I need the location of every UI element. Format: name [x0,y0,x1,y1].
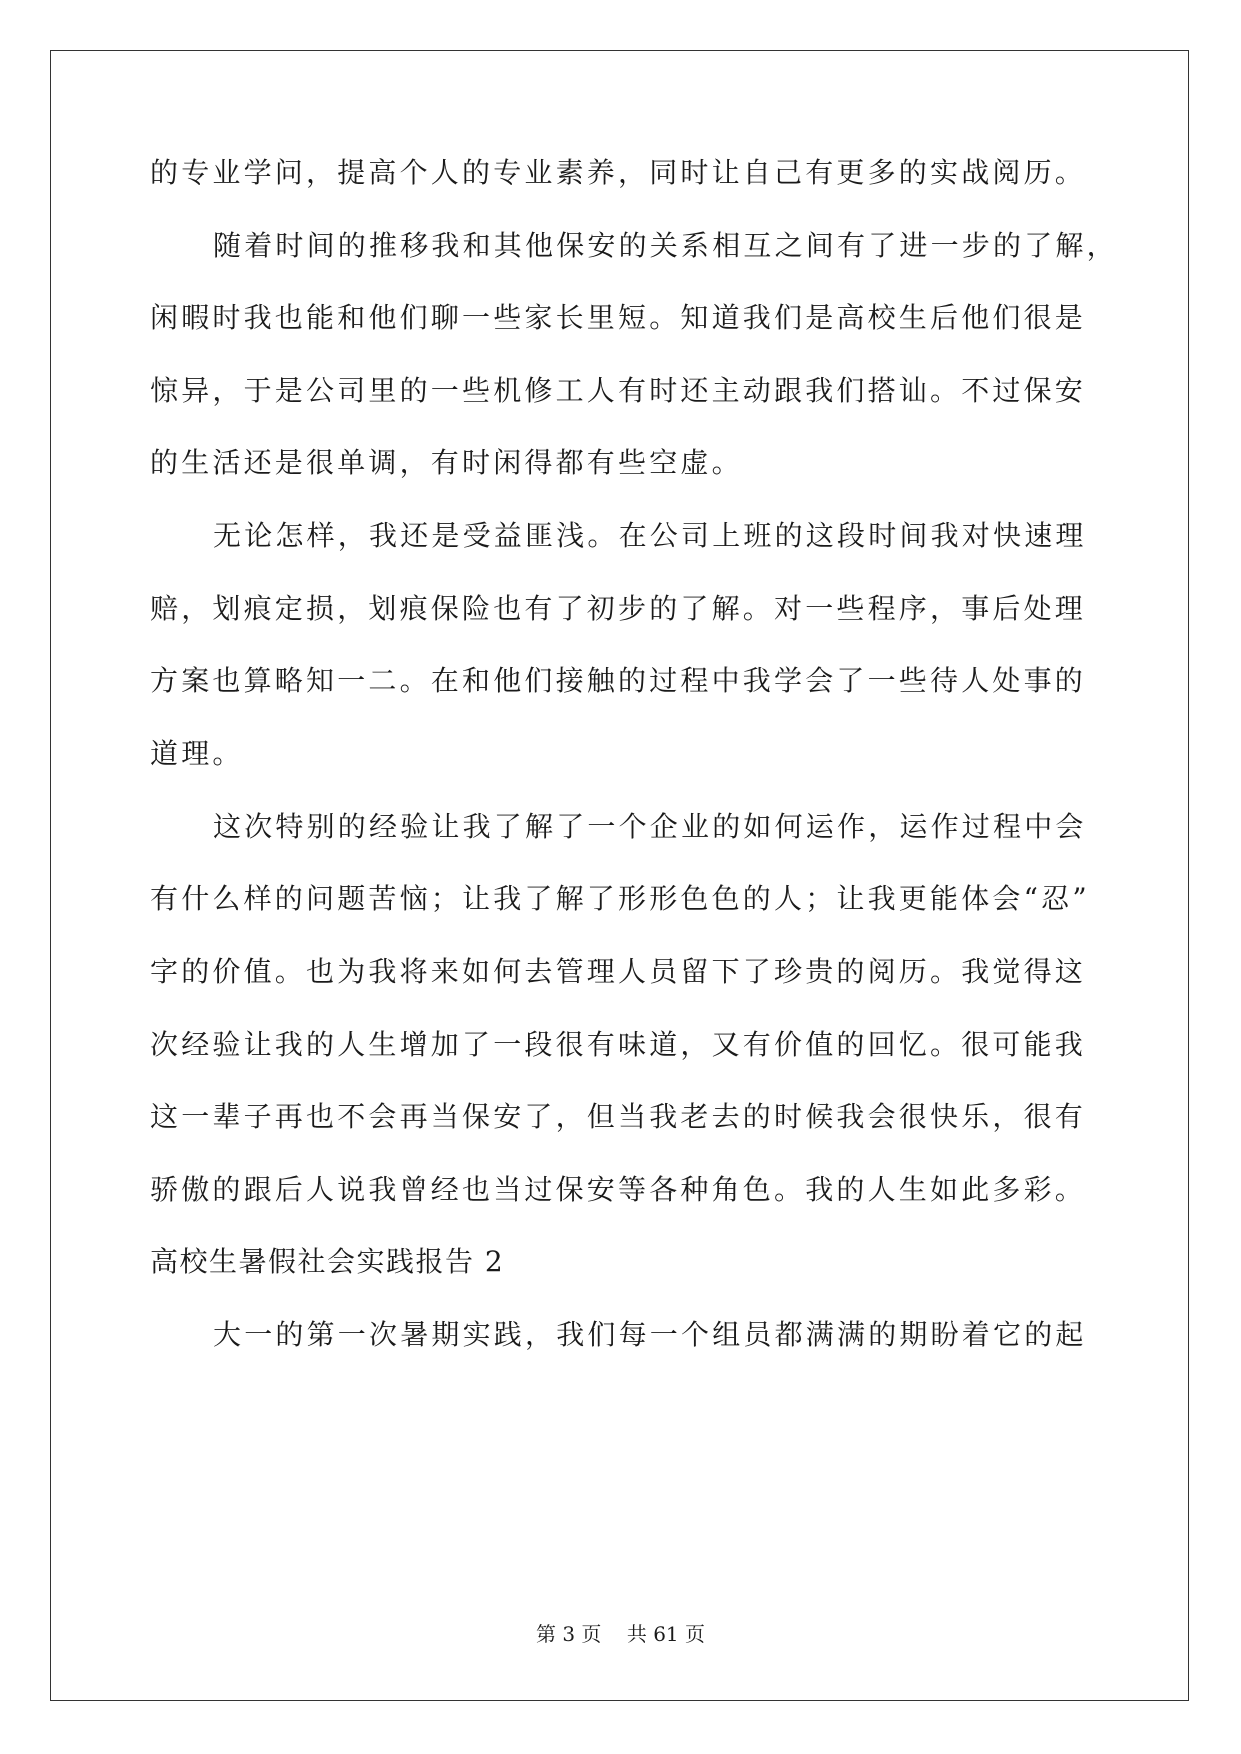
text-line: 赔，划痕定损，划痕保险也有了初步的了解。对一些程序，事后处理 [150,592,1087,625]
text-line: 闲暇时我也能和他们聊一些家长里短。知道我们是高校生后他们很是 [150,301,1087,334]
text-line: 惊异，于是公司里的一些机修工人有时还主动跟我们搭讪。不过保安 [150,374,1087,407]
text-line: 这次特别的经验让我了解了一个企业的如何运作，运作过程中会 [213,810,1087,843]
text-line: 大一的第一次暑期实践，我们每一个组员都满满的期盼着它的起 [213,1318,1087,1351]
text-line: 这一辈子再也不会再当保安了，但当我老去的时候我会很快乐，很有 [150,1100,1087,1133]
text-line: 道理。 [150,737,244,770]
text-line: 方案也算略知一二。在和他们接触的过程中我学会了一些待人处事的 [150,664,1087,697]
text-line: 字的价值。也为我将来如何去管理人员留下了珍贵的阅历。我觉得这 [150,955,1087,988]
text-line: 次经验让我的人生增加了一段很有味道，又有价值的回忆。很可能我 [150,1028,1087,1061]
text-line: 骄傲的跟后人说我曾经也当过保安等各种角色。我的人生如此多彩。 [150,1173,1087,1206]
text-line: 有什么样的问题苦恼；让我了解了形形色色的人；让我更能体会“忍” [150,882,1090,915]
text-line: 随着时间的推移我和其他保安的关系相互之间有了进一步的了解， [213,229,1118,262]
text-line: 无论怎样，我还是受益匪浅。在公司上班的这段时间我对快速理 [213,519,1087,552]
page-number-footer: 第 3 页 共 61 页 [535,1622,706,1646]
text-line: 的生活还是很单调，有时闲得都有些空虚。 [150,446,743,479]
text-line: 的专业学问，提高个人的专业素养，同时让自己有更多的实战阅历。 [150,156,1087,189]
section-heading: 高校生暑假社会实践报告 2 [150,1245,505,1278]
